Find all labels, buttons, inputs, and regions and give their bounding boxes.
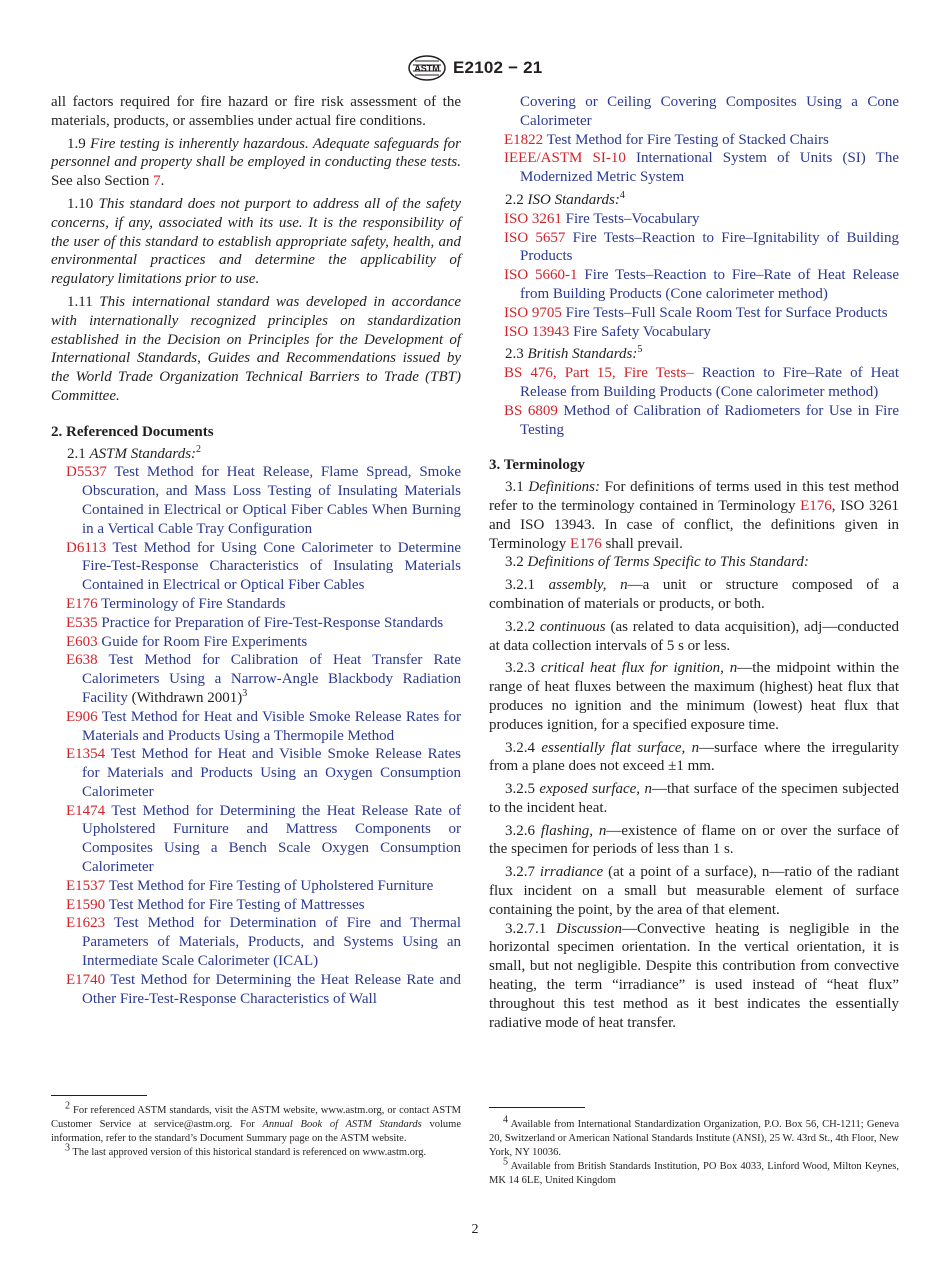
footnote-marker: 3 — [242, 687, 248, 699]
footnote-5: 5 Available from British Standards Institution, PO Box 4033, Linford Wood, Milton Keynes, MK 14 6LE, United Kingdom — [489, 1156, 899, 1186]
british-reference-list — [489, 364, 899, 439]
reference-item — [51, 651, 461, 707]
reference-item — [51, 539, 461, 595]
reference-code-link[interactable]: E1590 — [66, 896, 106, 913]
reference-title-link[interactable]: Test Method for Fire Testing of Mattresses — [108, 896, 365, 913]
definition-term: continuous — [539, 618, 606, 635]
reference-title-link[interactable]: Test Method for Heat Release, Flame Spread, Smoke Obscuration, and Mass Loss Testing of Insulating Materials Contained in Electrical or Optical Fiber Cables When Burning in a Vertical Cable Tray Configuration — [82, 464, 462, 537]
definition-item: 3.2.1 assembly, n—a unit or structure composed of a combination of materials or products, or both. — [489, 577, 899, 612]
footnotes-left — [51, 1100, 461, 1160]
reference-title-link[interactable]: Test Method for Fire Testing of Upholstered Furniture — [108, 877, 434, 894]
reference-code-link[interactable]: ISO 9705 — [504, 304, 562, 321]
subsection-2-2: 2.2 ISO Standards:$^4$ — [505, 189, 625, 208]
reference-code-link[interactable]: E638 — [66, 652, 98, 669]
page-header — [0, 55, 950, 85]
reference-title-link[interactable]: Test Method for Determination of Fire and Thermal Parameters of Materials, Products, and Systems Using an Intermediate Scale Calorimeter (ICAL) — [82, 915, 462, 970]
reference-item — [489, 304, 899, 323]
reference-code-link[interactable]: E906 — [66, 708, 98, 725]
reference-item — [51, 877, 461, 896]
reference-code-link[interactable]: E1354 — [66, 746, 106, 763]
reference-item — [489, 364, 899, 402]
reference-title-link[interactable]: Guide for Room Fire Experiments — [101, 633, 308, 650]
reference-item — [51, 595, 461, 614]
reference-code-link[interactable]: ISO 5660-1 — [504, 267, 578, 284]
footnote-3: 3 The last approved version of this historical standard is referenced on www.astm.org. — [65, 1142, 427, 1158]
reference-code-link[interactable]: ISO 13943 — [504, 323, 570, 340]
reference-item — [51, 802, 461, 877]
reference-code-link[interactable]: E1474 — [66, 802, 106, 819]
reference-item — [51, 971, 461, 1009]
definition-term: exposed surface, n — [539, 781, 652, 798]
reference-code-link[interactable]: D6113 — [66, 539, 107, 556]
definition-item: 3.2.7 irradiance (at a point of a surface), n—ratio of the radiant flux incident on a small but measurable element of surface containing the point, by the area of that element. — [489, 864, 900, 918]
footnote-rule-left — [51, 1095, 147, 1096]
definition-term: assembly, n — [548, 577, 628, 594]
section-3-heading: 3. Terminology — [489, 457, 585, 474]
reference-item — [51, 614, 461, 633]
reference-code-link[interactable]: E1740 — [66, 971, 106, 988]
section-7-link[interactable]: 7 — [153, 173, 161, 190]
reference-item — [489, 229, 899, 267]
reference-title-link[interactable]: Fire Tests–Vocabulary — [565, 210, 700, 227]
reference-title-link[interactable]: International System of Units (SI) The Modernized Metric System — [520, 150, 899, 186]
definitions-list — [489, 576, 899, 920]
paragraph-1-11: 1.11 This international standard was developed in accordance with internationally recognized principles on standardization established in the Decision on Principles for the Development of International Standards, Guides and Recommendations issued by the World Trade Organization Technical Barriers to Trade (TBT) Committee. — [51, 293, 462, 404]
reference-title-link[interactable]: Test Method for Using Cone Calorimeter to Determine Fire-Test-Response Characteristics of Insulating Materials Contained in Electrical or Optical Fiber Cables — [82, 539, 462, 594]
subsection-2-3: 2.3 British Standards:$^5$ — [505, 344, 643, 363]
reference-item — [489, 266, 899, 304]
definition-item: 3.2.6 flashing, n—existence of flame on or over the surface of the specimen for periods of less than 1 s. — [489, 822, 900, 858]
footnote-2: 2 For referenced ASTM standards, visit the ASTM website, www.astm.org, or contact ASTM Customer Service at service@astm.org. For Annual Book of ASTM Standards volume information, refer to the standard’s Document Summary page on the ASTM website. — [51, 1100, 461, 1144]
reference-title-link[interactable]: Fire Tests–Reaction to Fire–Ignitability of Building Products — [520, 229, 900, 265]
reference-item — [51, 896, 461, 915]
reference-code-link[interactable]: E535 — [66, 614, 98, 631]
reference-title-link[interactable]: Practice for Preparation of Fire-Test-Response Standards — [101, 614, 444, 631]
reference-item — [489, 210, 899, 229]
reference-item — [489, 323, 899, 342]
reference-item — [51, 463, 461, 538]
astm-reference-list-continued — [489, 131, 899, 187]
reference-item — [489, 149, 899, 187]
footnotes-right — [489, 1114, 899, 1188]
reference-title-link[interactable]: Fire Safety Vocabulary — [573, 323, 711, 340]
reference-item — [51, 708, 461, 746]
paragraph-3-2-7-1: 3.2.7.1 Discussion—Convective heating is negligible in the horizontal specimen orientation. In the vertical orientation, it is small, but not negligible. Despite this contribution from convective heating, the term “irradiance” is used instead of “heat flux” throughout this test method as it best indicates the essentially radiative mode of heat transfer. — [489, 920, 900, 1031]
reference-code-link[interactable]: D5537 — [66, 464, 107, 481]
left-column — [51, 93, 461, 1008]
reference-item — [51, 745, 461, 801]
reference-code-link[interactable]: IEEE/ASTM SI-10 — [504, 150, 626, 167]
definition-item: 3.2.5 exposed surface, n—that surface of the specimen subjected to the incident heat. — [489, 781, 899, 816]
reference-continued: Covering or Ceiling Covering Composites Using a Cone Calorimeter — [520, 94, 899, 129]
astm-reference-list — [51, 463, 461, 1008]
paragraph-3-1: 3.1 Definitions: For definitions of terms used in this test method refer to the terminology contained in Terminology E176, ISO 3261 and ISO 13943. In case of conflict, the definitions given in Terminology E176 shall prevail. — [489, 479, 900, 552]
reference-title-link[interactable]: Test Method for Determining the Heat Release Rate of Upholstered Furniture and Mattress Components or Composites Using a Bench Scale Oxygen Consumption Calorimeter — [82, 802, 461, 876]
definition-item: 3.2.2 continuous (as related to data acquisition), adj—conducted at data collection intervals of 5 s or less. — [489, 618, 899, 654]
astm-logo-icon — [407, 55, 447, 81]
footnote-rule-right — [489, 1107, 585, 1108]
reference-item — [489, 402, 899, 440]
reference-code-link[interactable]: BS 6809 — [504, 402, 558, 419]
definition-item: 3.2.4 essentially flat surface, n—surface where the irregularity from a plane does not exceed ±1 mm. — [489, 739, 899, 775]
reference-note: (Withdrawn 2001) — [127, 689, 243, 706]
definition-term: irradiance — [539, 864, 604, 881]
reference-title-link[interactable]: Test Method for Calibration of Heat Transfer Rate Calorimeters Using a Narrow-Angle Blackbody Radiation Facility — [82, 652, 461, 706]
reference-title-link[interactable]: Test Method for Heat and Visible Smoke Release Rates for Materials and Products Using a Thermopile Method — [82, 708, 462, 744]
footnote-4: 4 Available from International Standardization Organization, P.O. Box 56, CH-1211; Geneva 20, Switzerland or American National Standards Institute (ANSI), 25 W. 43rd St., 4th Floor, New York, NY 10036. — [489, 1114, 899, 1158]
reference-title-link[interactable]: Test Method for Determining the Heat Release Rate and Other Fire-Test-Response Characteristics of Wall — [82, 971, 462, 1007]
paragraph-3-2: 3.2 Definitions of Terms Specific to This Standard: — [505, 554, 809, 571]
iso-reference-list — [489, 210, 899, 342]
reference-title-link[interactable]: Terminology of Fire Standards — [101, 595, 286, 612]
reference-code-link[interactable]: ISO 3261 — [504, 210, 562, 227]
reference-code-link[interactable]: E1537 — [66, 877, 106, 894]
definition-term: critical heat flux for ignition, n — [540, 660, 738, 677]
reference-title-link[interactable]: Test Method for Heat and Visible Smoke Release Rates for Materials and Products Using an Oxygen Consumption Calorimeter — [82, 746, 461, 800]
reference-code-link[interactable]: E176 — [66, 595, 98, 612]
document-id: E2102 − 21 — [453, 58, 543, 77]
reference-code-link[interactable]: E1623 — [66, 915, 106, 932]
reference-code-link[interactable]: BS 476, Part 15, Fire Tests– — [504, 365, 694, 382]
section-2-heading: 2. Referenced Documents — [51, 423, 214, 440]
page-number: 2 — [471, 1222, 479, 1237]
reference-title-link[interactable]: Method of Calibration of Radiometers for Use in Fire Testing — [520, 402, 899, 438]
paragraph-1-9: 1.9 Fire testing is inherently hazardous. Adequate safeguards for personnel and property shall be employed in conducting these tests. See also Section 7. — [51, 135, 461, 190]
right-column — [489, 93, 899, 1032]
reference-title-link[interactable]: Reaction to Fire–Rate of Heat Release from Building Products (Cone calorimeter method) — [520, 365, 899, 400]
reference-item — [51, 633, 461, 652]
reference-code-link[interactable]: E603 — [66, 633, 98, 650]
reference-code-link[interactable]: E1822 — [504, 131, 544, 148]
definition-term: essentially flat surface, n — [541, 739, 700, 756]
reference-title-link[interactable]: Fire Tests–Full Scale Room Test for Surface Products — [565, 304, 888, 321]
reference-item — [51, 914, 461, 970]
reference-title-link[interactable]: Fire Tests–Reaction to Fire–Rate of Heat Release from Building Products (Cone calorimeter method) — [520, 267, 899, 302]
svg-text:ASTM: ASTM — [414, 63, 440, 74]
reference-title-link[interactable]: Test Method for Fire Testing of Stacked Chairs — [546, 131, 829, 148]
subsection-2-1: 2.1 ASTM Standards:$^2$ — [67, 443, 202, 462]
reference-item — [489, 131, 899, 150]
definition-term: flashing, n — [540, 822, 607, 839]
paragraph-1-10: 1.10 This standard does not purport to address all of the safety concerns, if any, associated with its use. It is the responsibility of the user of this standard to establish appropriate safety, health, and environmental practices and determine the applicability of regulatory limitations prior to use. — [51, 195, 462, 288]
reference-code-link[interactable]: ISO 5657 — [504, 229, 566, 246]
definition-item: 3.2.3 critical heat flux for ignition, n—the midpoint within the range of heat fluxes between the maximum (highest) heat flux that produces no ignition and the minimum (lowest) heat flux that produces ignition, for a specified exposure time. — [489, 660, 900, 733]
paragraph-continued: all factors required for fire hazard or fire risk assessment of the materials, products, or assemblies under actual fire conditions. — [51, 94, 461, 129]
